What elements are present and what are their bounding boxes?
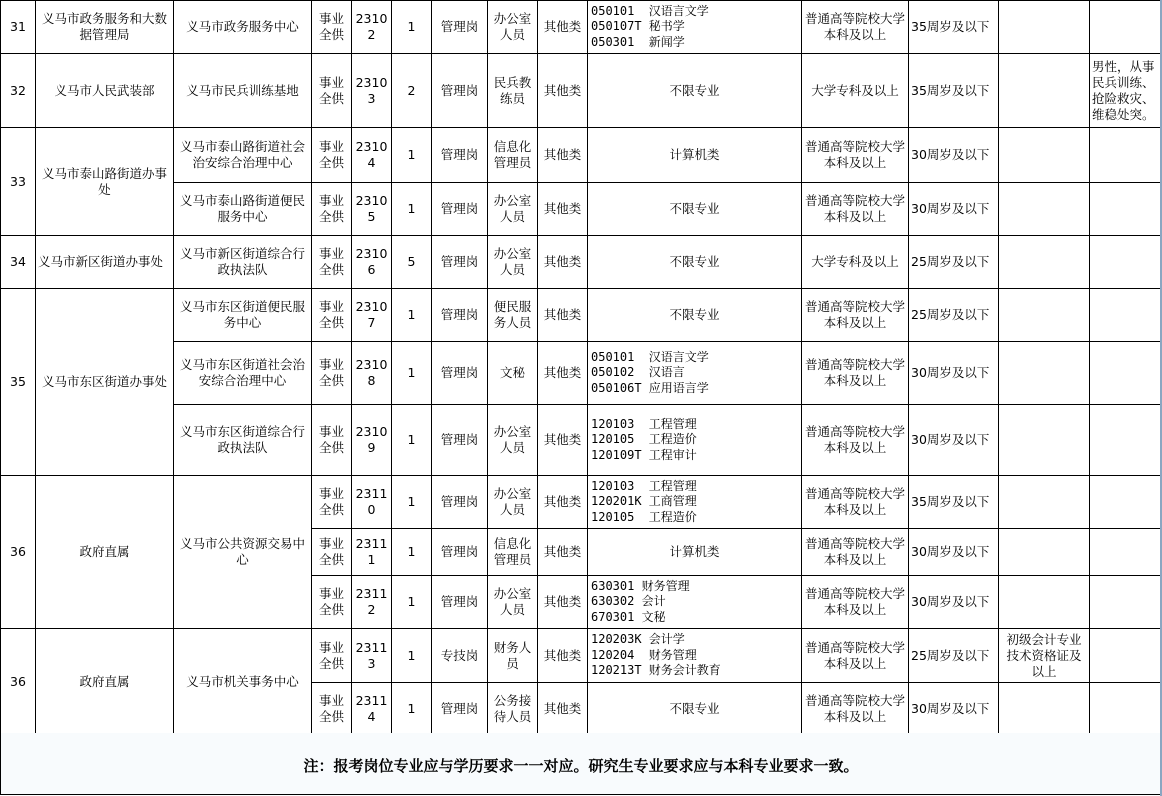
- count-cell: 1: [392, 629, 432, 683]
- remark-cell: 男性，从事民兵训练、抢险救灾、维稳处突。: [1090, 54, 1162, 128]
- footnote: [0, 733, 1162, 795]
- table-row: [1, 54, 1162, 128]
- edu-cell: 普通高等院校大学本科及以上: [802, 476, 909, 529]
- age-cell: 25周岁及以下: [909, 236, 999, 289]
- count-cell: 1: [392, 576, 432, 629]
- code-cell: 23113: [352, 629, 392, 683]
- other-cell: [999, 289, 1090, 342]
- post-cell: 管理岗: [432, 183, 488, 236]
- count-cell: 2: [392, 54, 432, 128]
- count-cell: 1: [392, 1, 432, 54]
- seq-cell: 33: [1, 128, 36, 236]
- dept-cell: 义马市政务服务和大数据管理局: [36, 1, 174, 54]
- count-cell: 1: [392, 683, 432, 735]
- unit-cell: 义马市东区街道便民服务中心: [174, 289, 312, 342]
- exam-cell: 其他类: [538, 183, 588, 236]
- post-cell: 管理岗: [432, 342, 488, 405]
- post-cell: 管理岗: [432, 405, 488, 476]
- majors-cell: 计算机类: [588, 529, 802, 576]
- unit-cell: 义马市东区街道社会治安综合治理中心: [174, 342, 312, 405]
- table-row: [1, 128, 1162, 183]
- edu-cell: 普通高等院校大学本科及以上: [802, 183, 909, 236]
- remark-cell: [1090, 529, 1162, 576]
- remark-cell: [1090, 1, 1162, 54]
- type-cell: 事业全供: [312, 683, 352, 735]
- remark-cell: [1090, 289, 1162, 342]
- unit-cell: 义马市新区街道综合行政执法队: [174, 236, 312, 289]
- majors-cell: 不限专业: [588, 236, 802, 289]
- type-cell: 事业全供: [312, 529, 352, 576]
- age-cell: 25周岁及以下: [909, 289, 999, 342]
- position-cell: 信息化管理员: [488, 529, 538, 576]
- seq-cell: 31: [1, 1, 36, 54]
- count-cell: 1: [392, 405, 432, 476]
- code-cell: 23106: [352, 236, 392, 289]
- majors-cell: 050101 汉语言文学 050102 汉语言 050106T 应用语言学: [588, 342, 802, 405]
- exam-cell: 其他类: [538, 1, 588, 54]
- exam-cell: 其他类: [538, 629, 588, 683]
- majors-cell: 050101 汉语言文学 050107T 秘书学 050301 新闻学: [588, 1, 802, 54]
- seq-cell: 34: [1, 236, 36, 289]
- dept-cell: 义马市新区街道办事处: [36, 236, 174, 289]
- position-cell: 办公室人员: [488, 236, 538, 289]
- dept-cell: 政府直属: [36, 476, 174, 629]
- code-cell: 23107: [352, 289, 392, 342]
- seq-cell: 36: [1, 476, 36, 629]
- post-cell: 管理岗: [432, 236, 488, 289]
- table-row: [1, 236, 1162, 289]
- majors-cell: 不限专业: [588, 289, 802, 342]
- position-cell: 办公室人员: [488, 1, 538, 54]
- majors-cell: 120103 工程管理 120105 工程造价 120109T 工程审计: [588, 405, 802, 476]
- age-cell: 35周岁及以下: [909, 54, 999, 128]
- other-cell: [999, 1, 1090, 54]
- code-cell: 23114: [352, 683, 392, 735]
- post-cell: 管理岗: [432, 529, 488, 576]
- majors-cell: 计算机类: [588, 128, 802, 183]
- age-cell: 30周岁及以下: [909, 128, 999, 183]
- type-cell: 事业全供: [312, 1, 352, 54]
- exam-cell: 其他类: [538, 342, 588, 405]
- type-cell: 事业全供: [312, 289, 352, 342]
- remark-cell: [1090, 629, 1162, 683]
- remark-cell: [1090, 128, 1162, 183]
- other-cell: [999, 342, 1090, 405]
- age-cell: 30周岁及以下: [909, 683, 999, 735]
- post-cell: 管理岗: [432, 683, 488, 735]
- footnote-text: 注：报考岗位专业应与学历要求一一对应。研究生专业要求应与本科专业要求一致。: [303, 757, 859, 775]
- post-cell: 管理岗: [432, 54, 488, 128]
- majors-cell: 120103 工程管理 120201K 工商管理 120105 工程造价: [588, 476, 802, 529]
- other-cell: [999, 529, 1090, 576]
- majors-cell: 630301 财务管理 630302 会计 670301 文秘: [588, 576, 802, 629]
- count-cell: 1: [392, 529, 432, 576]
- code-cell: 23109: [352, 405, 392, 476]
- remark-cell: [1090, 342, 1162, 405]
- table-row: [1, 405, 1162, 476]
- code-cell: 23103: [352, 54, 392, 128]
- dept-cell: 义马市人民武装部: [36, 54, 174, 128]
- table-row: [1, 183, 1162, 236]
- position-cell: 办公室人员: [488, 476, 538, 529]
- count-cell: 1: [392, 476, 432, 529]
- remark-cell: [1090, 236, 1162, 289]
- other-cell: 初级会计专业技术资格证及以上: [999, 629, 1090, 683]
- position-cell: 民兵教练员: [488, 54, 538, 128]
- type-cell: 事业全供: [312, 236, 352, 289]
- remark-cell: [1090, 405, 1162, 476]
- other-cell: [999, 576, 1090, 629]
- post-cell: 管理岗: [432, 576, 488, 629]
- majors-cell: 不限专业: [588, 183, 802, 236]
- edu-cell: 普通高等院校大学本科及以上: [802, 405, 909, 476]
- table-row: [1, 289, 1162, 342]
- age-cell: 25周岁及以下: [909, 629, 999, 683]
- remark-cell: [1090, 183, 1162, 236]
- count-cell: 1: [392, 183, 432, 236]
- other-cell: [999, 476, 1090, 529]
- table-row: [1, 1, 1162, 54]
- edu-cell: 普通高等院校大学本科及以上: [802, 576, 909, 629]
- seq-cell: 36: [1, 629, 36, 735]
- exam-cell: 其他类: [538, 476, 588, 529]
- position-cell: 办公室人员: [488, 576, 538, 629]
- age-cell: 35周岁及以下: [909, 1, 999, 54]
- unit-cell: 义马市泰山路街道社会治安综合治理中心: [174, 128, 312, 183]
- edu-cell: 普通高等院校大学本科及以上: [802, 683, 909, 735]
- remark-cell: [1090, 683, 1162, 735]
- edu-cell: 普通高等院校大学本科及以上: [802, 629, 909, 683]
- count-cell: 1: [392, 128, 432, 183]
- age-cell: 30周岁及以下: [909, 405, 999, 476]
- exam-cell: 其他类: [538, 54, 588, 128]
- age-cell: 30周岁及以下: [909, 529, 999, 576]
- edu-cell: 大学专科及以上: [802, 54, 909, 128]
- count-cell: 1: [392, 289, 432, 342]
- count-cell: 5: [392, 236, 432, 289]
- seq-cell: 35: [1, 289, 36, 476]
- post-cell: 管理岗: [432, 476, 488, 529]
- code-cell: 23108: [352, 342, 392, 405]
- dept-cell: 义马市泰山路街道办事处: [36, 128, 174, 236]
- majors-cell: 不限专业: [588, 54, 802, 128]
- majors-cell: 120203K 会计学 120204 财务管理 120213T 财务会计教育: [588, 629, 802, 683]
- unit-cell: 义马市政务服务中心: [174, 1, 312, 54]
- code-cell: 23111: [352, 529, 392, 576]
- type-cell: 事业全供: [312, 342, 352, 405]
- exam-cell: 其他类: [538, 529, 588, 576]
- type-cell: 事业全供: [312, 54, 352, 128]
- exam-cell: 其他类: [538, 236, 588, 289]
- unit-cell: 义马市泰山路街道便民服务中心: [174, 183, 312, 236]
- unit-cell: 义马市东区街道综合行政执法队: [174, 405, 312, 476]
- position-cell: 办公室人员: [488, 183, 538, 236]
- other-cell: [999, 683, 1090, 735]
- position-cell: 财务人员: [488, 629, 538, 683]
- type-cell: 事业全供: [312, 576, 352, 629]
- code-cell: 23110: [352, 476, 392, 529]
- majors-cell: 不限专业: [588, 683, 802, 735]
- exam-cell: 其他类: [538, 683, 588, 735]
- age-cell: 30周岁及以下: [909, 183, 999, 236]
- code-cell: 23105: [352, 183, 392, 236]
- other-cell: [999, 128, 1090, 183]
- seq-cell: 32: [1, 54, 36, 128]
- unit-cell: 义马市公共资源交易中心: [174, 476, 312, 629]
- exam-cell: 其他类: [538, 576, 588, 629]
- age-cell: 35周岁及以下: [909, 476, 999, 529]
- count-cell: 1: [392, 342, 432, 405]
- table-row: [1, 629, 1162, 683]
- exam-cell: 其他类: [538, 128, 588, 183]
- post-cell: 管理岗: [432, 128, 488, 183]
- post-cell: 管理岗: [432, 289, 488, 342]
- edu-cell: 普通高等院校大学本科及以上: [802, 128, 909, 183]
- dept-cell: 义马市东区街道办事处: [36, 289, 174, 476]
- code-cell: 23102: [352, 1, 392, 54]
- type-cell: 事业全供: [312, 128, 352, 183]
- table-row: [1, 476, 1162, 529]
- position-cell: 便民服务人员: [488, 289, 538, 342]
- code-cell: 23104: [352, 128, 392, 183]
- age-cell: 30周岁及以下: [909, 342, 999, 405]
- edu-cell: 普通高等院校大学本科及以上: [802, 1, 909, 54]
- other-cell: [999, 54, 1090, 128]
- age-cell: 30周岁及以下: [909, 576, 999, 629]
- other-cell: [999, 405, 1090, 476]
- exam-cell: 其他类: [538, 405, 588, 476]
- table-row: [1, 342, 1162, 405]
- position-cell: 办公室人员: [488, 405, 538, 476]
- position-cell: 信息化管理员: [488, 128, 538, 183]
- other-cell: [999, 183, 1090, 236]
- unit-cell: 义马市机关事务中心: [174, 629, 312, 735]
- edu-cell: 大学专科及以上: [802, 236, 909, 289]
- edu-cell: 普通高等院校大学本科及以上: [802, 529, 909, 576]
- position-cell: 文秘: [488, 342, 538, 405]
- code-cell: 23112: [352, 576, 392, 629]
- remark-cell: [1090, 576, 1162, 629]
- other-cell: [999, 236, 1090, 289]
- edu-cell: 普通高等院校大学本科及以上: [802, 342, 909, 405]
- post-cell: 专技岗: [432, 629, 488, 683]
- type-cell: 事业全供: [312, 476, 352, 529]
- dept-cell: 政府直属: [36, 629, 174, 735]
- position-cell: 公务接待人员: [488, 683, 538, 735]
- remark-cell: [1090, 476, 1162, 529]
- exam-cell: 其他类: [538, 289, 588, 342]
- edu-cell: 普通高等院校大学本科及以上: [802, 289, 909, 342]
- post-cell: 管理岗: [432, 1, 488, 54]
- type-cell: 事业全供: [312, 183, 352, 236]
- unit-cell: 义马市民兵训练基地: [174, 54, 312, 128]
- type-cell: 事业全供: [312, 629, 352, 683]
- type-cell: 事业全供: [312, 405, 352, 476]
